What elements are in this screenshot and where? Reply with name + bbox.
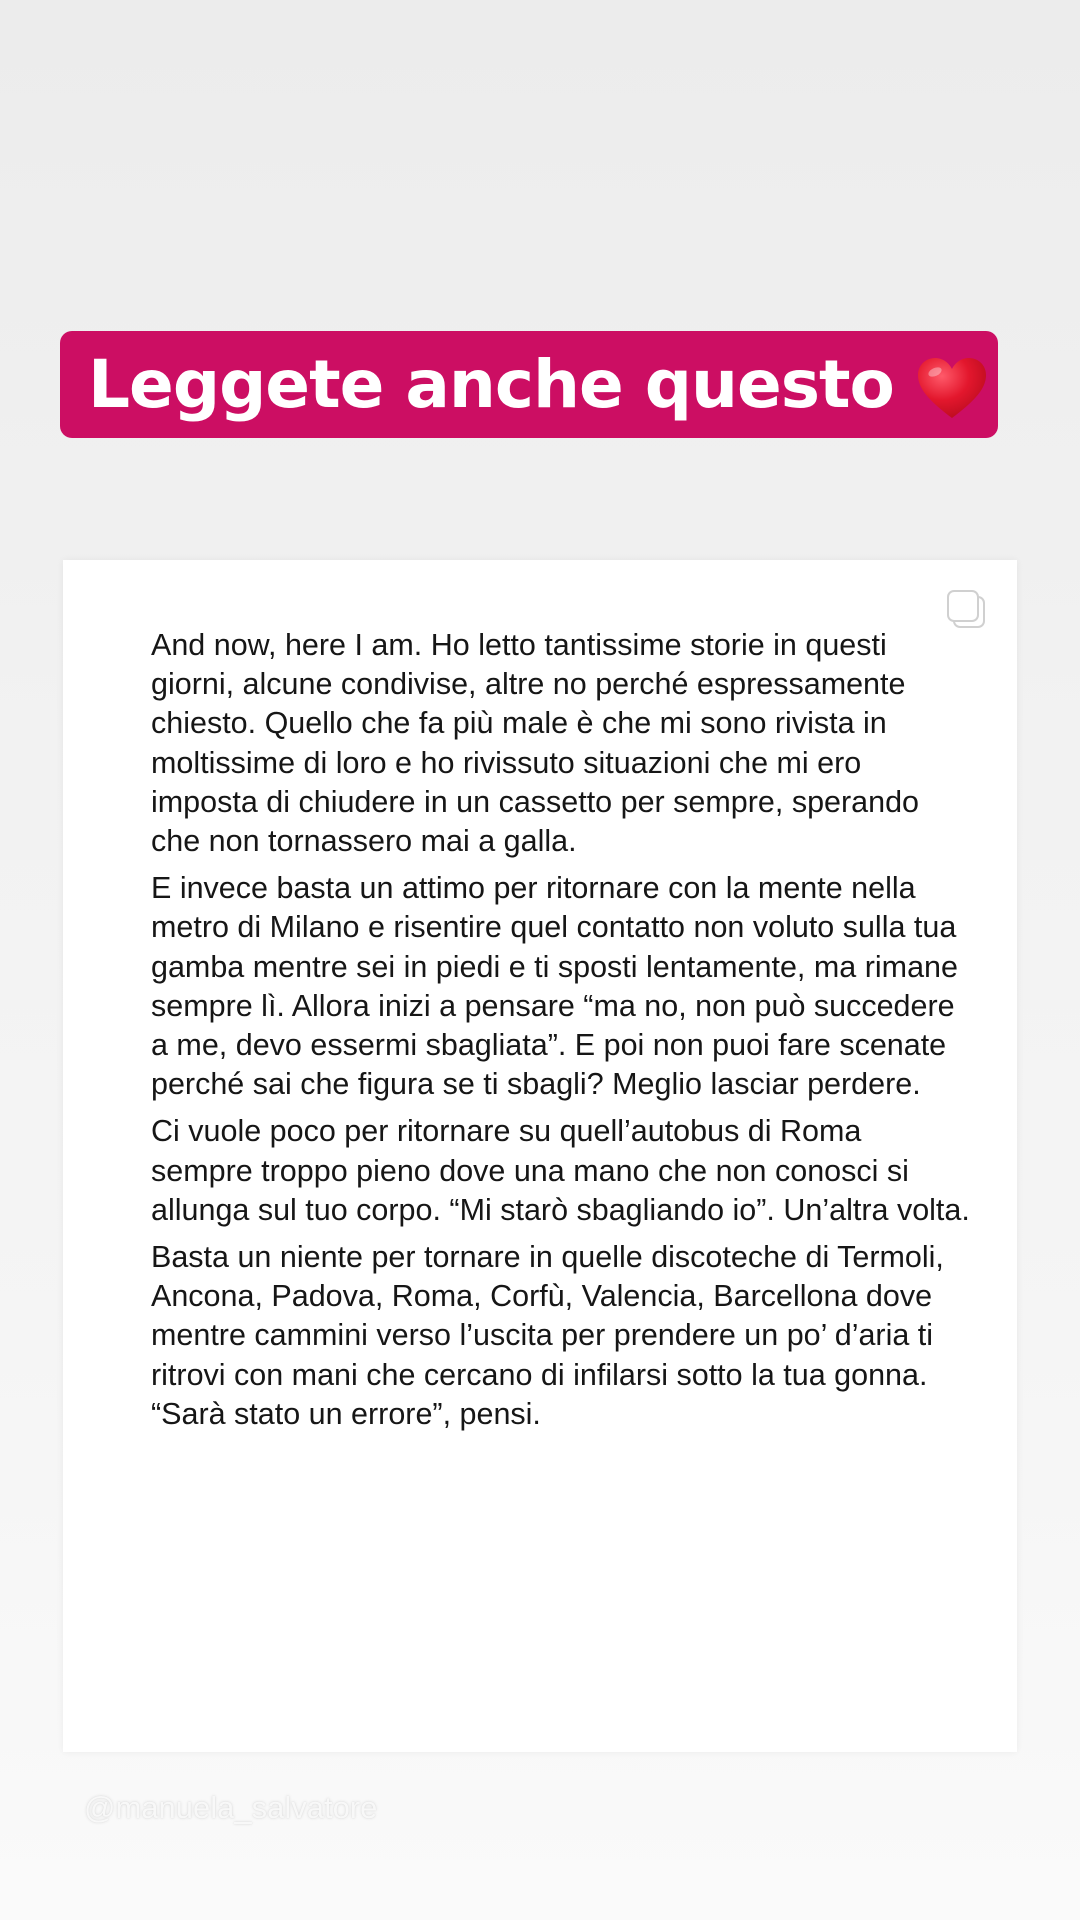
- paragraph-2: E invece basta un attimo per ritornare con la mente nella metro di Milano e risentire quel contatto non voluto sulla tua gamba mentre sei in piedi e ti sposti lentamente, ma rimane sempre lì. Allora inizi a pensare “ma no, non può succedere a me, devo essermi sbagliata”. E poi non puoi fare scenate perché sai che figura se ti sbagli? Meglio lasciar perdere.: [151, 871, 958, 1102]
- red-heart-icon: [918, 358, 986, 420]
- paragraph-4: Basta un niente per tornare in quelle discoteche di Termoli, Ancona, Padova, Roma, Corfù, Valencia, Barcellona dove mentre cammini verso l’uscita per prendere un po’ d’aria ti ritrovi con mani che cercano di infilarsi sotto la tua gonna. “Sarà stato un errore”, pensi.: [151, 1240, 944, 1431]
- article-text: [151, 626, 971, 1442]
- text-card: [63, 560, 1017, 1752]
- title-banner: [60, 331, 998, 438]
- story-title: Leggete anche questo: [88, 346, 894, 423]
- copy-icon[interactable]: [947, 590, 987, 630]
- paragraph-3: Ci vuole poco per ritornare su quell’autobus di Roma sempre troppo pieno dove una mano che non conosci si allunga sul tuo corpo. “Mi starò sbagliando io”. Un’altra volta.: [151, 1114, 970, 1227]
- copy-icon-front: [947, 590, 979, 622]
- paragraph-1: And now, here I am. Ho letto tantissime storie in questi giorni, alcune condivise, altre no perché espressamente chiesto. Quello che fa più male è che mi sono rivista in moltissime di loro e ho rivissuto situazioni che mi ero imposta di chiudere in un cassetto per sempre, sperando che non tornassero mai a galla.: [151, 628, 920, 859]
- username-watermark: @manuela_salvatore: [84, 1790, 378, 1825]
